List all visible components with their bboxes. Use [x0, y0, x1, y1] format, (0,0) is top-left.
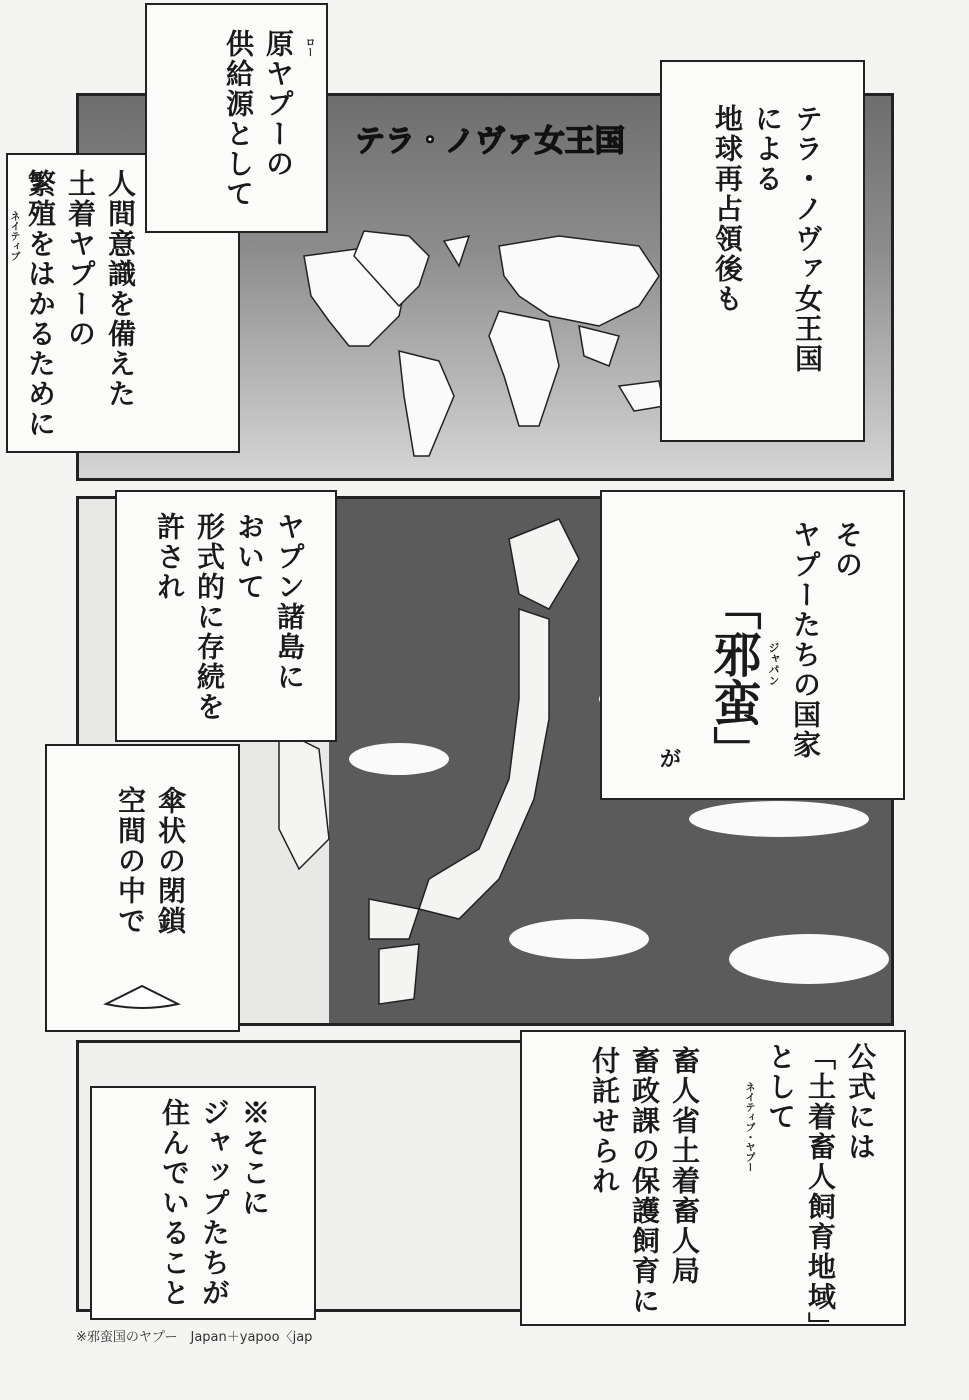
caption-box	[520, 1030, 906, 1342]
caption-text: 畜人省土着畜人局 畜政課の保護飼育に 付託せられ	[588, 1046, 701, 1316]
ruby-text: ジャパン	[767, 642, 780, 686]
caption-box	[45, 744, 240, 1032]
caption-box	[600, 490, 905, 800]
ruby-text: ネイティブ	[8, 211, 19, 261]
caption-box	[660, 60, 865, 442]
caption-box	[115, 490, 337, 742]
caption-text: が	[656, 747, 682, 771]
caption-box	[90, 1086, 316, 1320]
caption-text: ヤプーたちの国家	[789, 520, 822, 760]
caption-text: 傘状の閉鎖 空間の中で	[114, 786, 187, 936]
caption-text: 原ヤプーの 供給源として	[222, 29, 295, 209]
ruby-text: ロー	[303, 37, 314, 57]
map-title: テラ・ノヴァ女王国	[355, 124, 625, 159]
emphasis-text: 「邪蛮」	[705, 582, 761, 774]
caption-text: その	[831, 520, 864, 580]
ruby-text: ネイティブ・ヤプー	[743, 1082, 754, 1172]
caption-text: テラ・ノヴァ女王国 による 地球再占領後も	[711, 104, 824, 374]
caption-text: 公式には 「土着畜人飼育地域」 として	[764, 1042, 877, 1342]
caption-text: ヤプン諸島に おいて 形式的に存続を 許され	[153, 512, 306, 722]
footnote: ※邪蛮国のヤプー Japan＋yapoo〈jap	[76, 1330, 313, 1345]
caption-box	[145, 3, 328, 233]
caption-text: 人間意識を備えた 土着ヤプーの 繁殖をはかるために	[24, 169, 137, 439]
umbrella-dome-icon	[102, 982, 182, 1012]
caption-text: ※そこに ジャップたちが 住んでいること	[158, 1098, 271, 1308]
